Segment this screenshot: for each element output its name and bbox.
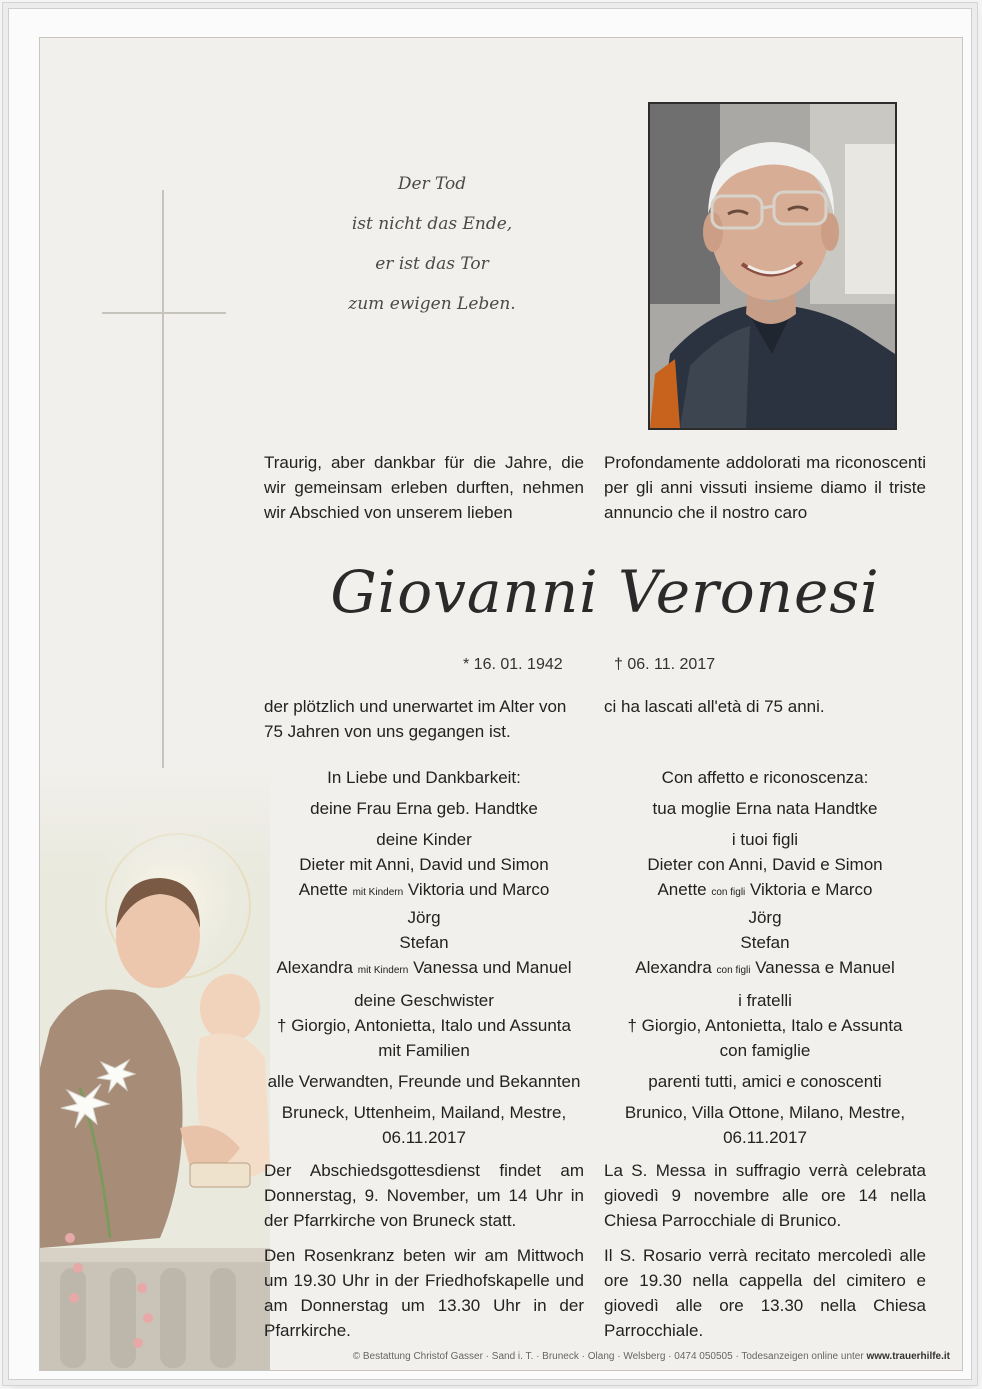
child <box>264 877 584 905</box>
relatives: alle Verwandten, Freunde und Bekannten <box>267 1072 581 1091</box>
child <box>264 955 584 983</box>
child-name: Anette <box>657 880 707 899</box>
child-with: con figli <box>716 965 751 976</box>
child-kids: Vanessa e Manuel <box>755 958 895 977</box>
spouse: deine Frau Erna geb. Handtke <box>310 799 538 818</box>
mourners-de <box>264 765 584 1150</box>
birth-date: * 16. 01. 1942 <box>463 656 563 673</box>
children-title: deine Kinder <box>376 830 472 849</box>
relatives: parenti tutti, amici e conoscenti <box>648 1072 882 1091</box>
child-with: con figli <box>711 887 746 898</box>
places: Brunico, Villa Ottone, Milano, Mestre, <box>624 1103 906 1122</box>
portrait-photo <box>648 102 897 430</box>
saint-illustration <box>40 768 270 1370</box>
mourners-intro: In Liebe und Dankbarkeit: <box>327 768 521 787</box>
notice-date: 06.11.2017 <box>723 1128 807 1147</box>
child: Stefan <box>399 933 449 952</box>
cross-icon-bar <box>102 312 226 314</box>
siblings-with: mit Familien <box>378 1041 470 1060</box>
service-it: La S. Messa in suffragio verrà celebrata giovedì 9 novembre alle ore 14 nella Chiesa Parrocchiale di Brunico. <box>604 1161 926 1230</box>
spouse: tua moglie Erna nata Handtke <box>652 799 878 818</box>
quote-line: er ist das Tor <box>375 254 489 274</box>
service-de: Der Abschiedsgottesdienst findet am Donnerstag, 9. November, um 14 Uhr in der Pfarrkirche von Bruneck statt. <box>264 1161 584 1230</box>
quote-line: ist nicht das Ende, <box>351 214 513 234</box>
mourners-it <box>604 765 926 1150</box>
intro-de: Traurig, aber dankbar für die Jahre, die wir gemeinsam erleben durften, nehmen wir Abschied von unserem lieben <box>264 453 584 522</box>
child-name: Anette <box>298 880 348 899</box>
children-title: i tuoi figli <box>731 830 799 849</box>
notice-frame <box>8 8 972 1380</box>
child: Jörg <box>407 908 441 927</box>
obituary-paper <box>39 37 963 1371</box>
siblings-title: deine Geschwister <box>354 991 494 1010</box>
child: Jörg <box>748 908 782 927</box>
rosary-de: Den Rosenkranz beten wir am Mittwoch um 19.30 Uhr in der Friedhofskapelle und am Donnerstag um 13.30 Uhr in der Pfarrkirche. <box>264 1246 584 1340</box>
child-name: Alexandra <box>635 958 712 977</box>
death-note-it: ci ha lascati all'età di 75 anni. <box>604 697 825 716</box>
child: Dieter con Anni, David e Simon <box>647 855 883 874</box>
places: Bruneck, Uttenheim, Mailand, Mestre, <box>281 1103 567 1122</box>
child: Stefan <box>740 933 790 952</box>
death-date: † 06. 11. 2017 <box>614 656 716 673</box>
intro-it: Profondamente addolorati ma riconoscenti per gli anni vissuti insieme diamo il triste annuncio che il nostro caro <box>604 453 926 522</box>
deceased-name: Giovanni Veronesi <box>330 558 880 626</box>
footer-text: © Bestattung Christof Gasser · Sand i. T. · Bruneck · Olang · Welsberg · 0474 050505 · Todesanzeigen online unter <box>352 1351 864 1362</box>
mourners-intro: Con affetto e riconoscenza: <box>661 768 869 787</box>
child-name: Alexandra <box>276 958 354 977</box>
child-with: mit Kindern <box>357 965 409 976</box>
child: Dieter mit Anni, David und Simon <box>299 855 549 874</box>
siblings: † Giorgio, Antonietta, Italo und Assunta <box>277 1016 571 1035</box>
child-kids: Viktoria e Marco <box>750 880 873 899</box>
quote-line: zum ewigen Leben. <box>348 294 516 314</box>
child-kids: Vanessa und Manuel <box>413 958 572 977</box>
siblings-with: con famiglie <box>719 1041 811 1060</box>
child-with: mit Kindern <box>352 887 404 898</box>
quote-line: Der Tod <box>397 174 467 194</box>
siblings: † Giorgio, Antonietta, Italo e Assunta <box>627 1016 903 1035</box>
footer <box>260 1351 950 1362</box>
rosary-it: Il S. Rosario verrà recitato mercoledì alle ore 19.30 nella cappella del cimitero e giovedì alle ore 13.30 nella Chiesa Parrocchiale. <box>604 1246 926 1340</box>
death-note-de: der plötzlich und unerwartet im Alter von 75 Jahren von uns gegangen ist. <box>264 697 567 741</box>
child <box>604 955 926 983</box>
memorial-quote <box>322 164 542 324</box>
siblings-title: i fratelli <box>738 991 792 1010</box>
child <box>604 877 926 905</box>
child-kids: Viktoria und Marco <box>407 880 550 899</box>
cross-icon <box>162 190 164 800</box>
footer-link[interactable]: www.trauerhilfe.it <box>866 1351 950 1362</box>
notice-date: 06.11.2017 <box>382 1128 466 1147</box>
